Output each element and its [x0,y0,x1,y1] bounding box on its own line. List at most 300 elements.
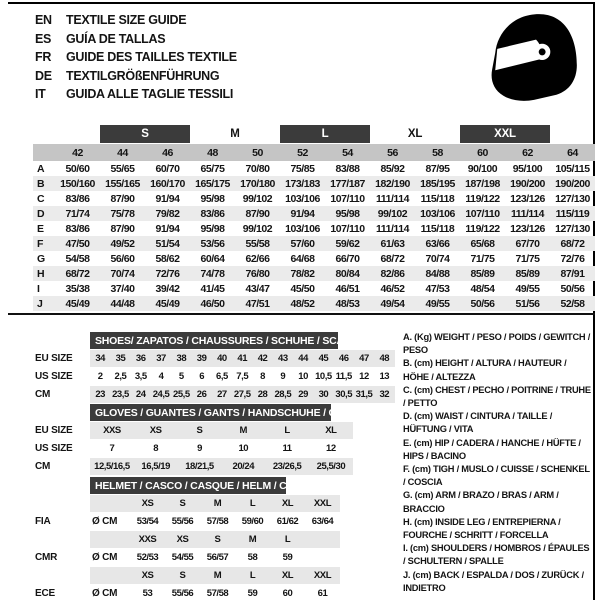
table-title-row [35,332,395,349]
measurement-letter: G [37,252,45,265]
measurement-value: 37/40 [110,282,135,295]
measurement-value: 190/200 [510,177,545,190]
language-code: IT [35,87,46,102]
measurement-value: 82/86 [380,267,405,280]
legend-item: I. (cm) SHOULDERS / HOMBROS / ÉPAULES / SCHULTERN / SPALLE [403,543,590,567]
measurement-value: 75/78 [110,207,135,220]
language-title-row [35,11,237,30]
table-title-row [35,404,368,421]
legend-item: G. (cm) ARM / BRAZO / BRAS / ARM / BRACCIO [403,490,559,514]
value-cell: 59 [247,588,258,599]
measurement-value: 68/72 [380,252,405,265]
textile-size-table [33,125,595,311]
measurement-value: 70/80 [245,162,270,175]
standard-label: ECE [35,588,55,599]
measurement-legend [403,331,593,595]
measurement-value: 115/119 [555,207,590,220]
measurement-value: 83/86 [65,222,90,235]
measurement-letter: J [37,297,43,310]
measurement-value: 48/52 [290,297,315,310]
helmet-size-label: S [214,534,221,545]
measurement-value: 115/118 [420,222,455,235]
measurement-value: 78/82 [290,267,315,280]
measurement-value: 107/110 [465,207,500,220]
table-row [35,440,353,457]
measurement-value: 68/72 [560,237,585,250]
measurement-value: 64/68 [290,252,315,265]
row-values [90,440,353,457]
measurement-value: 46/51 [335,282,360,295]
measurement-value: 87/90 [110,222,135,235]
measurement-value: 72/76 [155,267,180,280]
helmet-size-label: XS [176,534,189,545]
size-group-XXL: XXL [460,125,550,143]
helmet-size-label: XXS [138,534,157,545]
measurement-value: 71/75 [515,252,540,265]
row-label-spacer [35,477,90,494]
helmet-size-labels [90,531,340,548]
language-title-row [35,67,237,86]
measurement-value: 65/75 [200,162,225,175]
row-values [90,458,353,475]
measurement-value: 87/95 [425,162,450,175]
size-number: 60 [477,146,488,159]
unit-col-spacer [90,531,130,548]
frame-top-border [8,2,595,4]
value-cell: S [196,425,203,436]
letter-col-spacer [33,144,55,161]
measurement-value: 76/80 [245,267,270,280]
language-title-row [35,85,237,104]
value-cell: 2,5 [114,371,127,382]
value-cell: 32 [379,389,390,400]
value-cell: 7 [109,443,115,454]
measurement-value: 83/86 [200,207,225,220]
measurement-value: 90/100 [467,162,498,175]
row-label: EU SIZE [35,425,73,436]
helmet-size-label: S [179,570,186,581]
helmet-size-table [35,477,340,603]
measurement-value: 49/55 [515,282,540,295]
measurement-value: 105/115 [555,162,590,175]
helmet-value-row [35,513,340,530]
measurement-value: 85/89 [515,267,540,280]
measurement-value: 50/56 [560,282,585,295]
value-cell: 29 [298,389,308,400]
measurement-value: 95/98 [335,207,360,220]
value-cell: XXS [103,425,121,436]
value-cell: 61/62 [276,516,299,527]
measurement-value: 49/54 [380,297,405,310]
racing-helmet-icon [476,6,592,108]
value-cell: 23,5 [112,389,129,400]
guide-title: GUÍA DE TALLAS [66,31,166,46]
measurement-value: 127/130 [555,222,590,235]
measurement-value: 61/63 [380,237,405,250]
legend-item: A. (Kg) WEIGHT / PESO / POIDS / GEWITCH / PESO [403,332,591,356]
value-cell: 57/58 [206,516,229,527]
measurement-value: 87/90 [245,207,270,220]
helmet-size-label: XS [141,570,154,581]
measurement-value: 55/65 [110,162,135,175]
value-cell: 44 [298,353,308,364]
value-cell: 10 [238,443,249,454]
measurement-value: 47/50 [65,237,90,250]
value-cell: 35 [115,353,126,364]
helmet-size-label: S [179,498,186,509]
value-cell: 37 [156,353,166,364]
value-cell: 60 [282,588,293,599]
value-cell: 53/54 [136,516,159,527]
size-number: 54 [342,146,353,159]
measurement-value: 165/175 [195,177,230,190]
helmet-values [90,585,340,602]
measurement-value: 95/98 [200,222,225,235]
value-cell: 12 [359,371,369,382]
measurement-value: 54/58 [65,252,90,265]
measurement-value: 95/100 [512,162,543,175]
measurement-value: 71/75 [470,252,495,265]
measurement-letter: A [37,162,45,175]
value-cell: 27,5 [233,389,251,400]
helmet-size-label: L [284,534,291,545]
value-cell: 12,5/16,5 [94,461,130,472]
value-cell: 6 [199,371,205,382]
measurement-value: 50/60 [65,162,90,175]
value-cell: 53 [142,588,153,599]
helmet-values [90,513,340,530]
row-label-spacer [35,332,90,349]
measurement-value: 51/56 [515,297,540,310]
size-group-spacer [55,125,100,143]
measurement-value: 49/52 [110,237,135,250]
measurement-value: 182/190 [375,177,410,190]
measurement-value: 99/102 [377,207,408,220]
helmet-value-row [35,585,340,602]
measurement-value: 60/70 [155,162,180,175]
size-group-row [33,125,595,143]
value-cell: 23 [95,389,105,400]
value-cell: 10 [298,371,308,382]
value-cell: 5 [178,371,184,382]
row-label: CM [35,461,51,472]
measurement-value: 160/170 [150,177,185,190]
measurement-value: 48/54 [470,282,495,295]
measurement-value: 85/89 [470,267,495,280]
value-cell: XL [325,425,337,436]
size-group-spacer [550,125,595,143]
measurement-value: 177/187 [330,177,365,190]
row-label: EU SIZE [35,353,73,364]
value-cell: 2 [97,371,103,382]
value-cell: 58 [247,552,258,563]
measurement-value: 170/180 [240,177,275,190]
measurement-letter: F [37,237,44,250]
guide-title: TEXTILGRÖßENFÜHRUNG [66,68,220,83]
measurement-value: 70/74 [425,252,450,265]
measurement-value: 71/74 [65,207,90,220]
language-title-row [35,48,237,67]
table-title-row [35,477,340,494]
helmet-size-label: L [249,570,256,581]
measurement-value: 103/106 [285,192,320,205]
value-cell: 3,5 [134,371,147,382]
value-cell: 8 [260,371,265,382]
value-cell: 61 [317,588,328,599]
value-cell: 55/56 [171,588,194,599]
measurement-value: 107/110 [330,222,365,235]
helmet-size-label: XXL [313,498,332,509]
measurement-letter: B [37,177,45,190]
measurement-value: 51/54 [155,237,180,250]
row-values [90,368,395,385]
measurement-value: 55/58 [245,237,270,250]
measurement-row [33,266,595,281]
size-number-row [33,144,595,161]
value-cell: 38 [176,353,187,364]
guide-title: TEXTILE SIZE GUIDE [66,13,187,28]
row-label: US SIZE [35,443,73,454]
helmet-size-label: L [249,498,256,509]
value-cell: 26 [196,389,207,400]
section-divider [8,313,595,315]
language-title-row [35,30,237,49]
table-title: HELMET / CASCO / CASQUE / HELM / CASCO [90,477,286,494]
table-title: GLOVES / GUANTES / GANTS / HANDSCHUHE / GUANTI [90,404,331,421]
measurement-value: 111/114 [375,222,410,235]
value-cell: 56/57 [206,552,229,563]
value-cell: 41 [237,353,248,364]
measurement-value: 107/110 [330,192,365,205]
language-code: ES [35,31,52,46]
value-cell: 55/56 [171,516,194,527]
measurement-value: 185/195 [420,177,455,190]
measurement-letter: E [37,222,44,235]
helmet-size-label: XXL [313,570,332,581]
row-label: US SIZE [35,371,73,382]
measurement-value: 103/106 [285,222,320,235]
measurement-row [33,296,595,311]
value-cell: 47 [359,353,369,364]
measurement-value: 95/98 [200,192,225,205]
measurement-value: 80/84 [335,267,360,280]
helmet-size-row [35,567,340,584]
size-number: 56 [387,146,398,159]
value-cell: 57/58 [206,588,229,599]
measurement-value: 43/47 [245,282,270,295]
measurement-value: 99/102 [242,192,273,205]
measurement-value: 59/62 [335,237,360,250]
standard-label: CMR [35,552,58,563]
measurement-value: 91/94 [155,222,180,235]
row-values [90,386,395,403]
legend-item: H. (cm) INSIDE LEG / ENTREPIERNA / FOURCHE / SCHRITT / FORCELLA [403,516,561,541]
size-number: 58 [432,146,443,159]
measurement-value: 87/90 [110,192,135,205]
guide-title: GUIDA ALLE TAGLIE TESSILI [66,87,234,102]
size-group-S: S [100,125,190,143]
measurement-value: 155/165 [105,177,140,190]
measurement-value: 85/92 [380,162,405,175]
measurement-value: 119/122 [465,192,500,205]
value-cell: 24 [135,389,146,400]
value-cell: 8 [153,443,159,454]
value-cell: 12 [326,443,336,454]
value-cell: 59/60 [241,516,264,527]
row-label-spacer [35,531,90,548]
size-group-L: L [280,125,370,143]
value-cell: 42 [257,353,268,364]
measurement-row [33,281,595,296]
measurement-value: 41/45 [200,282,225,295]
measurement-value: 45/50 [290,282,315,295]
unit-col-spacer [90,567,130,584]
measurement-value: 50/56 [470,297,495,310]
measurement-value: 60/64 [200,252,225,265]
measurement-letter: H [37,267,45,280]
measurement-row [33,161,595,176]
measurement-value: 49/55 [425,297,450,310]
row-label-spacer [35,495,90,512]
measurement-letter: I [37,282,40,295]
measurement-letter: C [37,192,45,205]
value-cell: L [284,425,290,436]
legend-item: D. (cm) WAIST / CINTURA / TAILLE / HÜFTUNG / VITA [403,411,553,435]
value-cell: 27 [217,389,227,400]
unit-label: Ø CM [92,588,118,599]
measurement-value: 45/49 [155,297,180,310]
helmet-size-label: M [213,570,222,581]
value-cell: 30 [318,389,329,400]
row-label-spacer [35,404,90,421]
row-label: CM [35,389,51,400]
measurement-value: 127/130 [555,192,590,205]
size-number: 42 [72,146,83,159]
measurement-value: 46/50 [200,297,225,310]
table-row [35,422,353,439]
value-cell: 31,5 [355,389,373,400]
measurement-value: 53/56 [200,237,225,250]
value-cell: 25,5/30 [316,461,346,472]
measurement-value: 47/53 [425,282,450,295]
measurement-value: 111/114 [510,207,545,220]
helmet-size-label: XS [141,498,154,509]
measurement-value: 70/74 [110,267,135,280]
measurement-value: 68/72 [65,267,90,280]
measurement-value: 58/62 [155,252,180,265]
value-cell: 25,5 [172,389,190,400]
size-number: 44 [117,146,128,159]
value-cell: 11,5 [335,371,352,382]
value-cell: 52/53 [136,552,159,563]
measurement-value: 66/70 [335,252,360,265]
value-cell: 4 [158,371,164,382]
value-cell: M [239,425,248,436]
measurement-value: 83/88 [335,162,360,175]
size-number: 50 [252,146,263,159]
legend-item: J. (cm) BACK / ESPALDA / DOS / ZURÜCK / INDIETRO [403,569,584,593]
measurement-value: 79/82 [155,207,180,220]
measurement-value: 57/60 [290,237,315,250]
measurement-value: 65/68 [470,237,495,250]
measurement-value: 45/49 [65,297,90,310]
value-cell: 7,5 [236,371,249,382]
value-cell: XS [149,425,162,436]
measurement-value: 123/126 [510,192,545,205]
measurement-value: 44/48 [110,297,135,310]
measurement-value: 99/102 [242,222,273,235]
helmet-value-row [35,549,340,566]
letter-col-spacer [33,125,55,143]
table-row [35,350,395,367]
row-values [90,350,395,367]
table-row [35,368,395,385]
measurement-value: 35/38 [65,282,90,295]
language-code: DE [35,68,52,83]
value-cell: 18/21,5 [185,461,214,472]
measurement-value: 91/94 [290,207,315,220]
racing-helmet-icon [476,6,592,108]
value-cell: 9 [280,371,286,382]
measurement-row [33,236,595,251]
measurement-value: 46/52 [380,282,405,295]
value-cell: 28 [257,389,268,400]
size-number: 62 [522,146,533,159]
value-cell: 63/64 [311,516,334,527]
value-cell: 48 [379,353,390,364]
value-cell: 6,5 [216,371,228,382]
legend-item: F. (cm) TIGH / MUSLO / CUISSE / SCHENKEL / COSCIA [403,464,590,488]
unit-label: Ø CM [92,552,118,563]
table-title: SHOES/ ZAPATOS / CHAUSSURES / SCHUHE / SCARPE [90,332,338,349]
measurement-row [33,176,595,191]
value-cell: 24,5 [152,389,170,400]
measurement-value: 74/78 [200,267,225,280]
shoes-size-table [35,332,395,404]
measurement-value: 150/160 [60,177,95,190]
value-cell: 43 [277,353,288,364]
language-code: FR [35,50,52,65]
value-cell: 54/55 [171,552,194,563]
measurement-value: 39/42 [155,282,180,295]
language-code: EN [35,13,52,28]
measurement-value: 119/122 [465,222,500,235]
value-cell: 59 [282,552,293,563]
measurement-value: 52/58 [560,297,585,310]
size-number: 48 [207,146,218,159]
measurement-row [33,206,595,221]
measurement-value: 67/70 [515,237,540,250]
measurement-value: 83/86 [65,192,90,205]
measurement-value: 91/94 [155,192,180,205]
helmet-size-label: M [248,534,257,545]
helmet-size-label: M [213,498,222,509]
measurement-value: 72/76 [560,252,585,265]
measurement-value: 111/114 [375,192,410,205]
measurement-row [33,251,595,266]
helmet-size-label: XL [281,498,294,509]
measurement-value: 48/53 [335,297,360,310]
legend-item: E. (cm) HIP / CADERA / HANCHE / HÜFTE / HIPS / BACINO [403,437,581,461]
size-number: 52 [297,146,308,159]
value-cell: 11 [282,443,292,454]
measurement-value: 187/198 [465,177,500,190]
table-row [35,386,395,403]
table-row [35,458,353,475]
value-cell: 36 [135,353,146,364]
helmet-size-row [35,531,340,548]
value-cell: 39 [196,353,207,364]
